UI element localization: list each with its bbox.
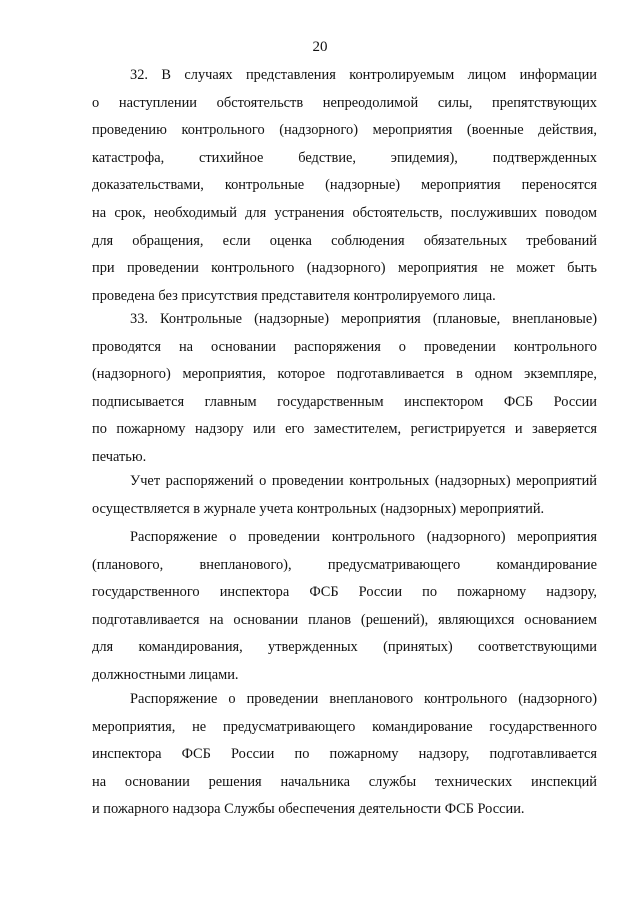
paragraph-line: 32. В случаях представления контролируемым лицом информации <box>130 67 597 83</box>
paragraph-line: Распоряжение о проведении контрольного (надзорного) мероприятия <box>130 529 597 545</box>
paragraph-line: печатью. <box>92 448 147 465</box>
paragraph-line: 33. Контрольные (надзорные) мероприятия (плановые, внеплановые) <box>130 311 597 327</box>
paragraph-line: Учет распоряжений о проведении контрольных (надзорных) мероприятий <box>130 473 597 489</box>
paragraph-order-planned <box>92 524 597 690</box>
paragraph-line: при проведении контрольного (надзорного) мероприятия не может быть <box>92 260 597 277</box>
paragraph-line: подписывается главным государственным инспектором ФСБ России <box>92 393 597 410</box>
paragraph-line: осуществляется в журнале учета контрольных (надзорных) мероприятий. <box>92 500 545 517</box>
paragraph-line: проводятся на основании распоряжения о проведении контрольного <box>92 338 597 355</box>
paragraph-line: катастрофа, стихийное бедствие, эпидемия), подтвержденных <box>92 149 597 166</box>
paragraph-order-unplanned <box>92 686 597 824</box>
paragraph-line: доказательствами, контрольные (надзорные) мероприятия переносятся <box>92 177 597 194</box>
paragraph-line: на срок, необходимый для устранения обстоятельств, послуживших поводом <box>92 204 597 221</box>
paragraph-line: (планового, внепланового), предусматривающего командирование <box>92 556 597 573</box>
paragraph-line: должностными лицами. <box>92 666 239 683</box>
paragraph-line: государственного инспектора ФСБ России по пожарному надзору, <box>92 584 597 601</box>
paragraph-line: о наступлении обстоятельств непреодолимой силы, препятствующих <box>92 94 597 111</box>
paragraph-line: инспектора ФСБ России по пожарному надзору, подготавливается <box>92 746 597 763</box>
paragraph-line: проведению контрольного (надзорного) мероприятия (военные действия, <box>92 122 597 139</box>
paragraph-32 <box>92 62 597 310</box>
paragraph-line: подготавливается на основании планов (решений), являющихся основанием <box>92 611 597 628</box>
paragraph-line: для командирования, утвержденных (принятых) соответствующими <box>92 639 597 656</box>
paragraph-line: Распоряжение о проведении внепланового контрольного (надзорного) <box>130 691 597 707</box>
paragraph-line: для обращения, если оценка соблюдения обязательных требований <box>92 232 597 249</box>
page-number: 20 <box>312 39 328 55</box>
paragraph-line: (надзорного) мероприятия, которое подготавливается в одном экземпляре, <box>92 366 597 383</box>
paragraph-line: на основании решения начальника службы технических инспекций <box>92 773 597 790</box>
paragraph-33 <box>92 306 597 472</box>
paragraph-line: мероприятия, не предусматривающего командирование государственного <box>92 718 597 735</box>
paragraph-accounting <box>92 468 597 523</box>
paragraph-line: и пожарного надзора Службы обеспечения деятельности ФСБ России. <box>92 801 525 818</box>
paragraph-line: проведена без присутствия представителя контролируемого лица. <box>92 287 496 304</box>
paragraph-line: по пожарному надзору или его заместителем, регистрируется и заверяется <box>92 421 597 438</box>
